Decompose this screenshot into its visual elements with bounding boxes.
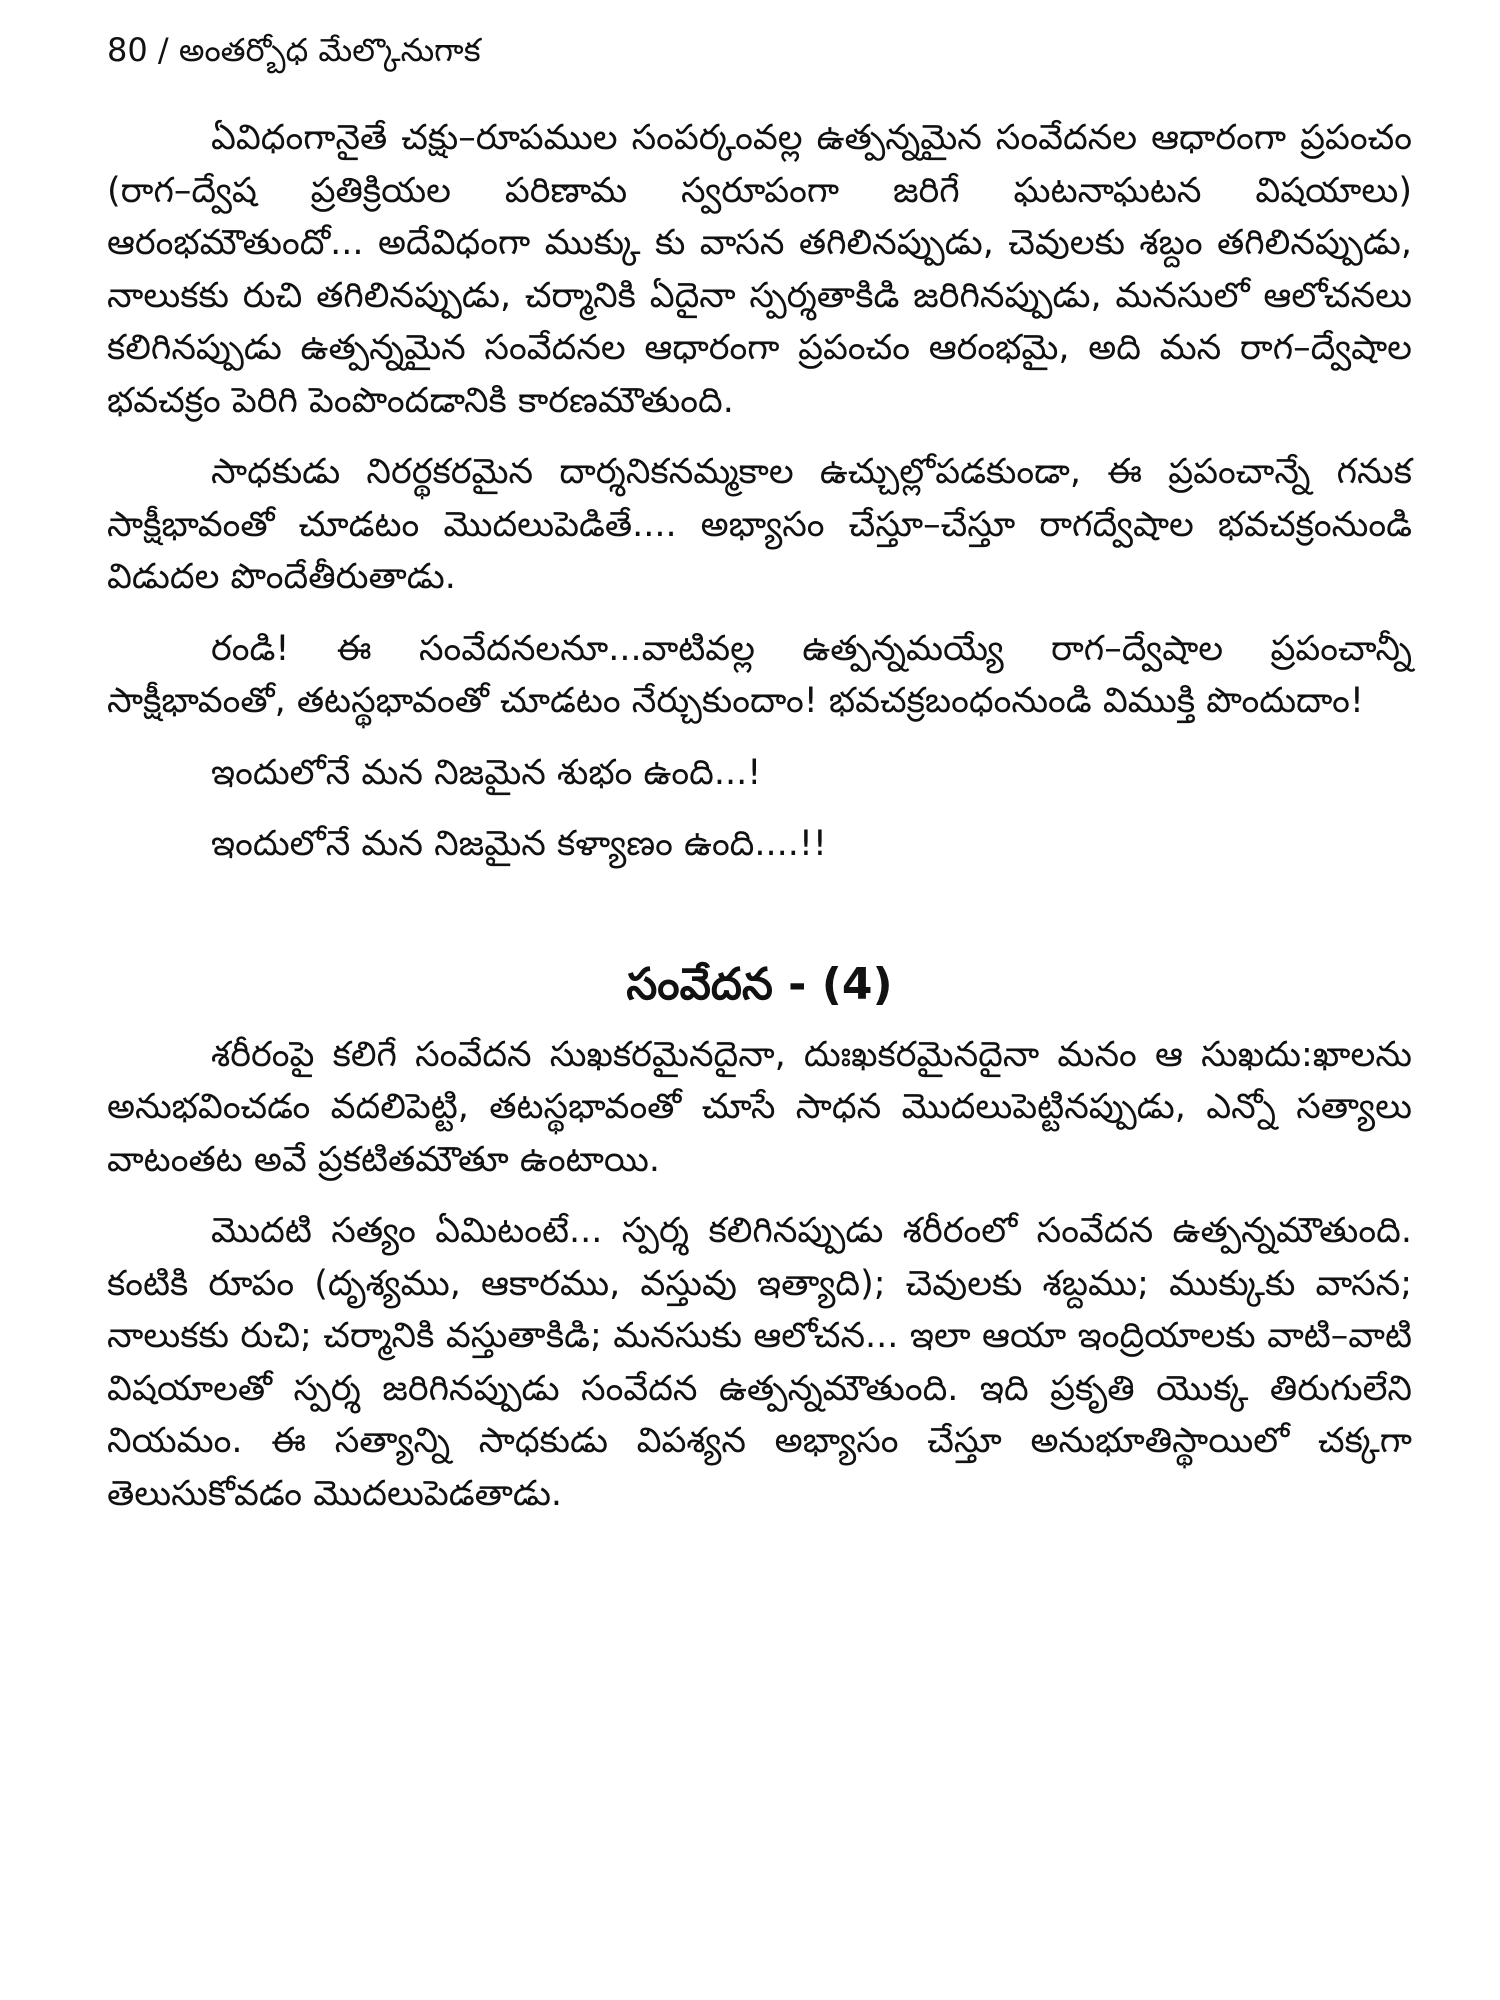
line-true-auspiciousness: ఇందులోనే మన నిజమైన శుభం ఉంది...! [211, 752, 762, 793]
paragraph-senses-world: ఏవిధంగానైతే చక్షు–రూపముల సంపర్కంవల్ల ఉత్పన్నమైన సంవేదనల ఆధారంగా ప్రపంచం (రాగ–ద్వేష ప్రతిక్రియల పరిణామ స్వరూపంగా జరిగే ఘటనాఘటన విషయాలు) ఆరంభమౌతుందో... అదేవిధంగా ముక్కు కు వాసన తగిలినప్పుడు, చెవులకు శబ్దం తగిలినప్పుడు, నాలుకకు రుచి తగిలినప్పుడు, చర్మానికి ఏదైనా స్పర్శతాకిడి జరిగినప్పుడు, మనసులో ఆలోచనలు కలిగినప్పుడు ఉత్పన్నమైన సంవేదనల ఆధారంగా ప్రపంచం ఆరంభమై, అది మన రాగ–ద్వేషాల భవచక్రం పెరిగి పెంపొందడానికి కారణమౌతుంది. [107, 118, 1412, 421]
paragraph-first-truth: మొదటి సత్యం ఏమిటంటే... స్పర్శ కలిగినప్పుడు శరీరంలో సంవేదన ఉత్పన్నమౌతుంది. కంటికి రూపం (దృశ్యము, ఆకారము, వస్తువు ఇత్యాది); చెవులకు శబ్దము; ముక్కుకు వాసన; నాలుకకు రుచి; చర్మానికి వస్తుతాకిడి; మనసుకు ఆలోచన... ఇలా ఆయా ఇంద్రియాలకు వాటి–వాటి విషయాలతో స్పర్శ జరిగినప్పుడు సంవేదన ఉత్పన్నమౌతుంది. ఇది ప్రకృతి యొక్క తిరుగులేని నియమం. ఈ సత్యాన్ని సాధకుడు విపశ్యన అభ్యాసం చేస్తూ అనుభూతిస్థాయిలో చక్కగా తెలుసుకోవడం మొదలుపెడతాడు. [107, 1211, 1412, 1514]
paragraph-seeker-witness: సాధకుడు నిరర్థకరమైన దార్శనికనమ్మకాల ఉచ్చుల్లోపడకుండా, ఈ ప్రపంచాన్నే గనుక సాక్షీభావంతో చూడటం మొదలుపెడితే.... అభ్యాసం చేస్తూ–చేస్తూ రాగద్వేషాల భవచక్రంనుండి విడుదల పొందేతీరుతాడు. [107, 452, 1412, 597]
running-header [107, 28, 1412, 72]
book-title: అంతర్బోధ మేల్కొనుగాక [178, 31, 481, 69]
paragraph-sensation-neutrality: శరీరంపై కలిగే సంవేదన సుఖకరమైనదైనా, దుఃఖకరమైనదైనా మనం ఆ సుఖదు:ఖాలను అనుభవించడం వదలిపెట్టి, తటస్థభావంతో చూసే సాధన మొదలుపెట్టినప్పుడు, ఎన్నో సత్యాలు వాటంతట అవే ప్రకటితమౌతూ ఉంటాయి. [107, 1034, 1412, 1180]
paragraph-come-learn: రండి! ఈ సంవేదనలనూ...వాటివల్ల ఉత్పన్నమయ్యే రాగ–ద్వేషాల ప్రపంచాన్నీ సాక్షీభావంతో, తటస్థభావంతో చూడటం నేర్చుకుందాం! భవచక్రబంధంనుండి విముక్తి పొందుదాం! [107, 628, 1412, 721]
header-separator: / [147, 31, 179, 69]
book-page [107, 28, 1412, 1539]
page-number: 80 [107, 31, 148, 69]
section-title: సంవేదన - (4) [626, 958, 893, 1010]
line-true-welfare: ఇందులోనే మన నిజమైన కళ్యాణం ఉంది....!! [211, 824, 827, 864]
